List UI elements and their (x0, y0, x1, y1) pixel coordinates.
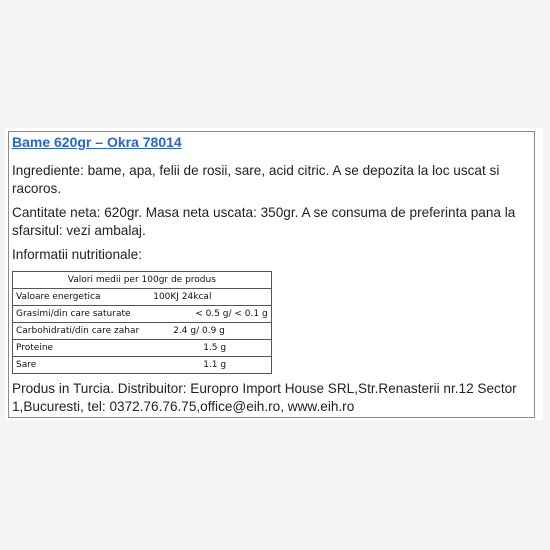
table-row (13, 357, 272, 374)
product-label-card (5, 128, 543, 420)
nutrient-name: Carbohidrati/din care zahar (13, 323, 143, 340)
nutrient-value: 1.1 g (203, 360, 227, 370)
nutrient-name: Valoare energetica (13, 289, 143, 306)
nutrient-value: 2.4 g/ 0.9 g (173, 326, 225, 336)
nutrient-value: 1.5 g (203, 343, 227, 353)
table-row (13, 340, 272, 357)
nutrient-name: Sare (13, 357, 143, 374)
table-row (13, 306, 272, 323)
producer-text: Produs in Turcia. Distribuitor: Europro Import House SRL,Str.Renasterii nr.12 Sector 1,Bucuresti, tel: 0372.76.76.75,office@eih.ro, www.eih.ro (12, 381, 517, 414)
nutrition-table (12, 271, 272, 374)
nutrient-value: < 0.5 g/ < 0.1 g (195, 309, 268, 319)
product-title: Bame 620gr – Okra 78014 (12, 134, 182, 150)
nutrient-name: Proteine (13, 340, 143, 357)
nutrient-name: Grasimi/din care saturate (13, 306, 143, 323)
table-row (13, 289, 272, 306)
table-row (13, 323, 272, 340)
nutrition-header: Valori medii per 100gr de produs (13, 272, 272, 289)
quantity-text: Cantitate neta: 620gr. Masa neta uscata: 350gr. A se consuma de preferinta pana la sfarsitul: vezi ambalaj. (12, 205, 516, 238)
ingredients-text: Ingrediente: bame, apa, felii de rosii, sare, acid citric. A se depozita la loc uscat si racoros. (12, 163, 500, 196)
nutrition-header-row (13, 272, 272, 289)
nutrition-heading: Informatii nutritionale: (12, 247, 142, 262)
nutrient-value: 100KJ 24kcal (153, 292, 212, 302)
